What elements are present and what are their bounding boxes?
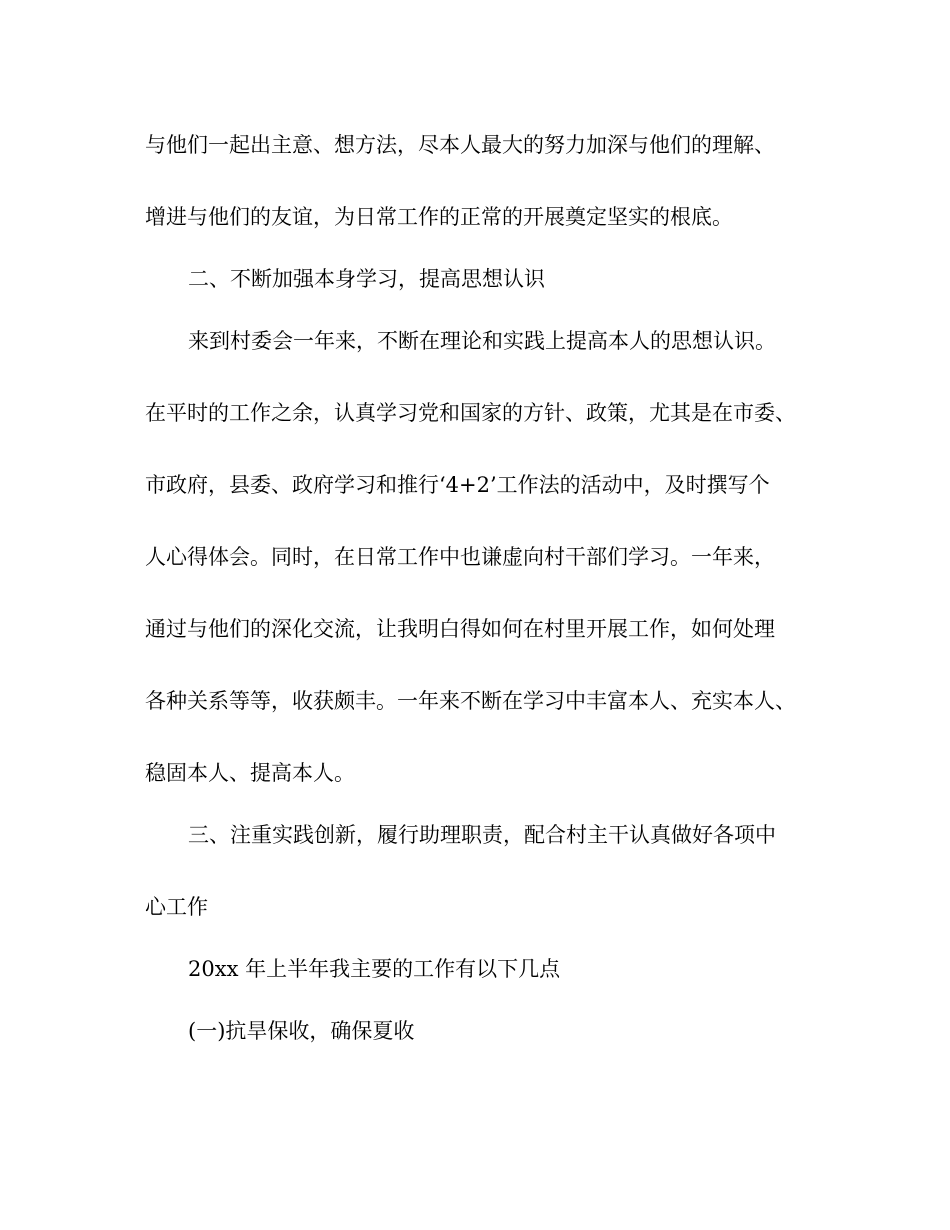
paragraph-first-line: 来到村委会一年来，不断在理论和实践上提高本人的思想认识。 (188, 329, 776, 353)
section-heading: 二、不断加强本身学习，提高思想认识 (188, 267, 545, 291)
text-line: 人心得体会。同时，在日常工作中也谦虚向村干部们学习。一年来， (145, 545, 775, 569)
text-line: 增进与他们的友谊，为日常工作的正常的开展奠定坚实的根底。 (145, 205, 733, 229)
text-line: 各种关系等等，收获颇丰。一年来不断在学习中丰富本人、充实本人、 (145, 689, 796, 713)
text-line: 与他们一起出主意、想方法，尽本人最大的努力加深与他们的理解、 (145, 133, 775, 157)
section-heading: 三、注重实践创新，履行助理职责，配合村主干认真做好各项中 (188, 823, 776, 847)
paragraph-first-line: 20xx 年上半年我主要的工作有以下几点 (188, 957, 561, 981)
text-line: 市政府，县委、政府学习和推行‘4+2’工作法的活动中，及时撰写个 (145, 473, 770, 497)
text-line: 在平时的工作之余，认真学习党和国家的方针、政策，尤其是在市委、 (145, 401, 796, 425)
sub-heading: (一)抗旱保收，确保夏收 (188, 1019, 415, 1043)
text-line: 心工作 (145, 895, 208, 919)
text-line: 通过与他们的深化交流，让我明白得如何在村里开展工作，如何处理 (145, 617, 775, 641)
text-line: 稳固本人、提高本人。 (145, 761, 355, 785)
